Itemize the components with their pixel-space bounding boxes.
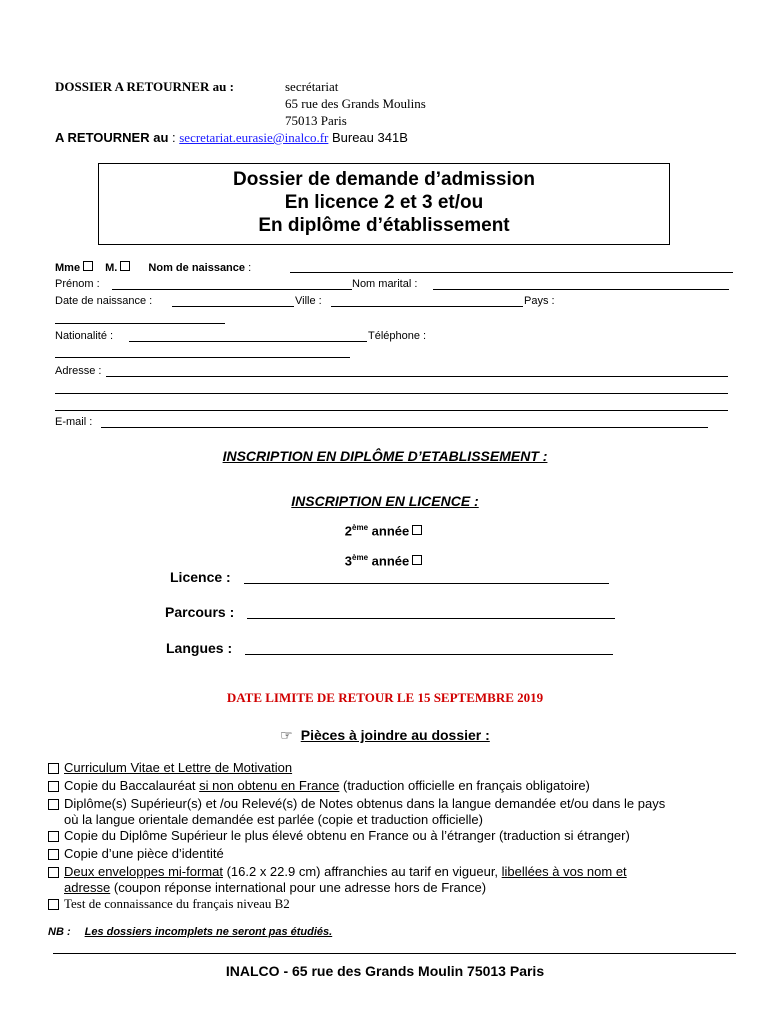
year3-num: 3 <box>344 553 353 569</box>
year2-checkbox[interactable] <box>412 525 422 535</box>
adresse-field-3[interactable] <box>55 410 728 411</box>
pointing-hand-icon: ☞ <box>280 727 293 743</box>
pieces-heading: Pièces à joindre au dossier : <box>300 727 490 743</box>
item-checkbox[interactable] <box>48 831 59 842</box>
dossier-return-label: DOSSIER A RETOURNER au : <box>55 79 234 94</box>
item-checkbox[interactable] <box>48 899 59 910</box>
licence-heading-wrap <box>0 493 770 509</box>
licence-field[interactable] <box>244 583 609 584</box>
email-field[interactable] <box>101 427 708 428</box>
item2-text-underlined: si non obtenu en France <box>199 778 340 793</box>
item-checkbox[interactable] <box>48 867 59 878</box>
year2-num: 2 <box>344 523 353 539</box>
ville-field[interactable] <box>331 306 523 307</box>
nom-marital-label: Nom marital : <box>352 278 418 290</box>
nb-label: NB : <box>48 926 71 938</box>
nom-marital-field[interactable] <box>433 289 729 290</box>
langues-label: Langues : <box>166 640 233 656</box>
list-item <box>48 828 738 846</box>
parcours-field[interactable] <box>247 618 615 619</box>
year3-row <box>0 553 770 568</box>
item-checkbox[interactable] <box>48 781 59 792</box>
footer-divider <box>53 953 736 954</box>
bureau-text: Bureau 341B <box>328 130 408 145</box>
prenom-field[interactable] <box>112 289 352 290</box>
date-naissance-label: Date de naissance : <box>55 295 153 307</box>
item6-text-underlined-2: libellées à vos nom et <box>501 864 627 879</box>
pieces-list <box>48 760 738 914</box>
nb-text: Les dossiers incomplets ne seront pas étudiés. <box>84 926 333 938</box>
langues-field[interactable] <box>245 654 613 655</box>
item3-text-b: où la langue orientale demandée est parlée (copie et traduction officielle) <box>64 812 483 827</box>
year2-label: année <box>368 523 410 539</box>
year2-sup: ème <box>352 523 369 532</box>
address-line-1: secrétariat <box>285 79 339 94</box>
licence-label: Licence : <box>170 569 231 585</box>
diplome-heading-wrap <box>0 448 770 464</box>
parcours-label: Parcours : <box>165 604 235 620</box>
nom-naissance-colon: : <box>245 262 252 274</box>
list-item <box>48 896 738 914</box>
licence-heading: INSCRIPTION EN LICENCE : <box>291 493 479 509</box>
telephone-field[interactable] <box>55 357 350 358</box>
nationalite-field[interactable] <box>129 341 367 342</box>
mme-label: Mme <box>55 262 81 274</box>
year2-row <box>0 523 770 538</box>
m-checkbox[interactable] <box>120 261 130 271</box>
year3-sup: ème <box>352 553 369 562</box>
title-box <box>98 163 670 245</box>
item6-text-b: (coupon réponse international pour une adresse hors de France) <box>110 880 487 895</box>
year3-label: année <box>368 553 410 569</box>
item6-text-a: (16.2 x 22.9 cm) affranchies au tarif en vigueur, <box>222 864 502 879</box>
list-item <box>48 864 738 896</box>
item3-text-a: Diplôme(s) Supérieur(s) et /ou Relevé(s) de Notes obtenus dans la langue demandée et/ou dans le pays <box>64 796 666 811</box>
title-line-3: En diplôme d’établissement <box>258 215 510 236</box>
pieces-heading-row <box>0 727 770 744</box>
footer-text: INALCO - 65 rue des Grands Moulin 75013 Paris <box>225 963 545 979</box>
item7-text: Test de connaissance du français niveau B2 <box>64 896 290 911</box>
item-checkbox[interactable] <box>48 849 59 860</box>
deadline-text: DATE LIMITE DE RETOUR LE 15 SEPTEMBRE 2019 <box>226 690 544 705</box>
list-item <box>48 760 738 778</box>
item2-text-a: Copie du Baccalauréat <box>64 778 200 793</box>
pays-label: Pays : <box>524 295 555 307</box>
email-label: E-mail : <box>55 416 93 428</box>
list-item <box>48 778 738 796</box>
pays-field[interactable] <box>55 323 225 324</box>
m-label: M. <box>105 262 118 274</box>
telephone-label: Téléphone : <box>368 330 427 342</box>
list-item <box>48 796 738 828</box>
civility-row <box>55 261 251 274</box>
ville-label: Ville : <box>295 295 322 307</box>
return-sep: : <box>168 130 180 145</box>
item1-text: Curriculum Vitae et Lettre de Motivation <box>64 760 293 775</box>
list-item <box>48 846 738 864</box>
nom-naissance-field[interactable] <box>290 272 733 273</box>
nom-naissance-label: Nom de naissance <box>148 262 246 274</box>
mme-checkbox[interactable] <box>83 261 93 271</box>
address-line-3: 75013 Paris <box>285 113 347 128</box>
adresse-field-1[interactable] <box>106 376 728 377</box>
item2-text-b: (traduction officielle en français obligatoire) <box>339 778 590 793</box>
title-line-1: Dossier de demande d’admission <box>233 169 535 190</box>
prenom-label: Prénom : <box>55 278 100 290</box>
return-label: A RETOURNER au <box>55 130 169 145</box>
item4-text: Copie du Diplôme Supérieur le plus élevé obtenu en France ou à l’étranger (traduction si étranger) <box>64 828 630 843</box>
return-email-line <box>55 130 408 146</box>
item5-text: Copie d’une pièce d’identité <box>64 846 224 861</box>
diplome-heading: INSCRIPTION EN DIPLÔME D’ETABLISSEMENT : <box>222 448 548 464</box>
nationalite-label: Nationalité : <box>55 330 114 342</box>
nb-row <box>48 926 332 938</box>
item6-text-underlined-3: adresse <box>64 880 111 895</box>
adresse-label: Adresse : <box>55 365 102 377</box>
date-naissance-field[interactable] <box>172 306 294 307</box>
title-line-2: En licence 2 et 3 et/ou <box>284 192 484 213</box>
item-checkbox[interactable] <box>48 799 59 810</box>
address-line-2: 65 rue des Grands Moulins <box>285 96 426 111</box>
adresse-field-2[interactable] <box>55 393 728 394</box>
year3-checkbox[interactable] <box>412 555 422 565</box>
item-checkbox[interactable] <box>48 763 59 774</box>
item6-text-underlined: Deux enveloppes mi-format <box>64 864 223 879</box>
email-link[interactable]: secretariat.eurasie@inalco.fr <box>179 130 329 145</box>
